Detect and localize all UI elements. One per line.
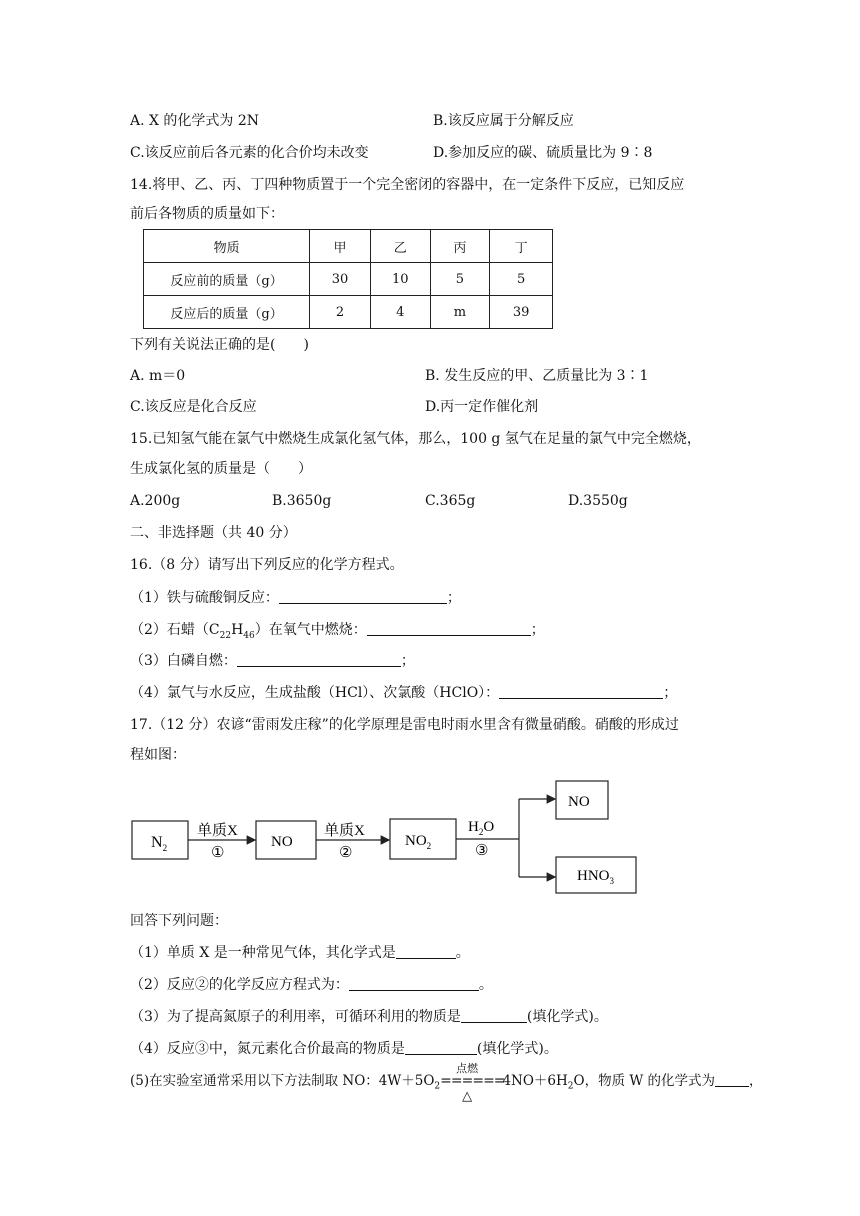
separator: ； — [530, 622, 545, 638]
q13-option-c: C.该反应前后各元素的化合价均未改变 — [130, 145, 369, 161]
q14-stem-line1: 14.将甲、乙、丙、丁四种物质置于一个完全密闭的容器中，在一定条件下反应，已知反应 — [130, 177, 685, 193]
step1-label: 单质X — [197, 823, 238, 839]
q16-stem: 16.（8 分）请写出下列反应的化学方程式。 — [130, 557, 404, 573]
q17-part1-text: （1）单质 X 是一种常见气体，其化学式是 — [130, 945, 396, 961]
q16-part2-pre: （2）石蜡（C — [130, 622, 220, 638]
q14-option-a: A. m＝0 — [130, 368, 186, 384]
q13-option-b: B.该反应属于分解反应 — [433, 113, 574, 129]
q17-part2-text: （2）反应②的化学反应方程式为： — [130, 977, 349, 993]
q16-part2 — [130, 620, 545, 646]
subscript: 46 — [243, 630, 255, 641]
table-header-cell: 丁 — [490, 230, 553, 263]
hno3-label: $HNO_3$ — [577, 868, 614, 886]
q17-part5-post: O，物质 W 的化学式为 — [573, 1073, 716, 1089]
q17-answer-prompt: 回答下列问题： — [130, 913, 228, 929]
table-cell: 反应前的质量（g） — [144, 263, 310, 296]
table-header-cell: 甲 — [310, 230, 371, 263]
table-row — [144, 263, 553, 296]
no-product-label: NO — [568, 794, 590, 810]
equals-sign: ====== — [440, 1073, 505, 1089]
table-header-cell: 物质 — [144, 230, 310, 263]
condition-ignite: 点燃 — [456, 1062, 479, 1075]
q13-option-d: D.参加反应的碳、硫质量比为 9∶8 — [433, 145, 653, 161]
table-cell: 5 — [490, 263, 553, 296]
q16-part3 — [130, 651, 415, 671]
q15-option-b: B.3650g — [272, 493, 332, 509]
table-cell: 30 — [310, 263, 371, 296]
q15-option-c: C.365g — [425, 493, 476, 509]
q13-option-a: A. X 的化学式为 2N — [130, 113, 260, 129]
answer-blank[interactable] — [367, 621, 531, 636]
reaction-condition — [440, 1062, 505, 1104]
subscript: 2 — [434, 1081, 441, 1092]
separator: ； — [400, 653, 415, 669]
answer-blank[interactable] — [715, 1072, 749, 1087]
q17-part1 — [130, 943, 470, 963]
no-label: NO — [271, 834, 293, 850]
q16-part1-text: （1）铁与硫酸铜反应： — [130, 590, 279, 606]
step1-number: ① — [211, 845, 225, 861]
q14-stem-line2: 前后各物质的质量如下： — [130, 206, 284, 222]
answer-blank[interactable] — [349, 976, 479, 991]
q17-part1-end: 。 — [455, 945, 470, 961]
q17-part4-text: （4）反应③中，氮元素化合价最高的物质是 — [130, 1041, 405, 1057]
q16-part4-text: （4）氯气与水反应，生成盐酸（HCl）、次氯酸（HClO）： — [130, 685, 500, 701]
nitric-acid-flow-diagram — [127, 775, 647, 895]
q17-part5-mid: 4NO＋6H — [498, 1073, 568, 1089]
q17-part4-end: (填化学式)。 — [476, 1041, 558, 1057]
no2-label: $NO_2$ — [405, 833, 432, 851]
step3-number: ③ — [475, 843, 489, 859]
q14-option-c: C.该反应是化合反应 — [130, 399, 257, 415]
q17-part5-end: ， — [749, 1073, 763, 1089]
answer-blank[interactable] — [499, 684, 663, 699]
q16-part3-text: （3）白磷自燃： — [130, 653, 237, 669]
answer-blank[interactable] — [405, 1040, 477, 1055]
q14-prompt: 下列有关说法正确的是( ) — [130, 337, 309, 353]
step2-number: ② — [339, 845, 353, 861]
answer-blank[interactable] — [279, 589, 447, 604]
q14-option-d: D.丙一定作催化剂 — [425, 399, 539, 415]
table-header-cell: 丙 — [430, 230, 490, 263]
q17-part4 — [130, 1039, 558, 1059]
q17-part3 — [130, 1007, 608, 1027]
table-cell: m — [430, 296, 490, 329]
table-cell: 5 — [430, 263, 490, 296]
q17-part2-end: 。 — [478, 977, 493, 993]
table-cell: 10 — [370, 263, 430, 296]
q17-stem-line1: 17.（12 分）农谚“雷雨发庄稼”的化学原理是雷电时雨水里含有微量硝酸。硝酸的形成过 — [130, 717, 679, 733]
subscript: 22 — [219, 630, 232, 641]
q17-part3-end: (填化学式)。 — [526, 1009, 608, 1025]
table-cell: 4 — [370, 296, 430, 329]
q17-part3-text: （3）为了提高氮原子的利用率，可循环利用的物质是 — [130, 1009, 461, 1025]
q17-stem-line2: 程如图： — [130, 747, 186, 763]
step2-label: 单质X — [324, 823, 365, 839]
q16-part1 — [130, 588, 461, 608]
q15-stem-line2: 生成氯化氢的质量是（ ） — [130, 461, 312, 477]
q17-part5-text: (5)在实验室通常采用以下方法制取 NO：4W＋5O — [130, 1073, 435, 1089]
table-cell: 39 — [490, 296, 553, 329]
section-heading: 二、非选择题（共 40 分） — [130, 525, 297, 541]
subscript: 2 — [567, 1081, 574, 1092]
separator: ； — [663, 685, 678, 701]
table-row — [144, 296, 553, 329]
answer-blank[interactable] — [396, 944, 456, 959]
step3-label: $H_2O$ — [468, 819, 495, 837]
q15-option-a: A.200g — [130, 493, 181, 509]
table-header-cell: 乙 — [370, 230, 430, 263]
q16-part2-post: ）在氧气中燃烧： — [254, 622, 367, 638]
mass-table — [143, 229, 553, 329]
table-cell: 2 — [310, 296, 371, 329]
q16-part4 — [130, 683, 677, 703]
separator: ； — [446, 590, 461, 606]
q15-stem-line1: 15.已知氢气能在氯气中燃烧生成氯化氢气体，那么，100 g 氢气在足量的氯气中完全燃烧， — [130, 431, 701, 447]
condition-heat: △ — [462, 1089, 473, 1104]
q16-part2-mid: H — [231, 622, 244, 638]
answer-blank[interactable] — [461, 1008, 527, 1023]
answer-blank[interactable] — [237, 652, 401, 667]
q15-option-d: D.3550g — [568, 493, 628, 509]
n2-label: $N_2$ — [151, 834, 168, 853]
q14-option-b: B. 发生反应的甲、乙质量比为 3∶1 — [425, 368, 649, 384]
q17-part5 — [130, 1062, 763, 1104]
table-cell: 反应后的质量（g） — [144, 296, 310, 329]
q17-part2 — [130, 975, 493, 995]
table-header-row — [144, 230, 553, 263]
